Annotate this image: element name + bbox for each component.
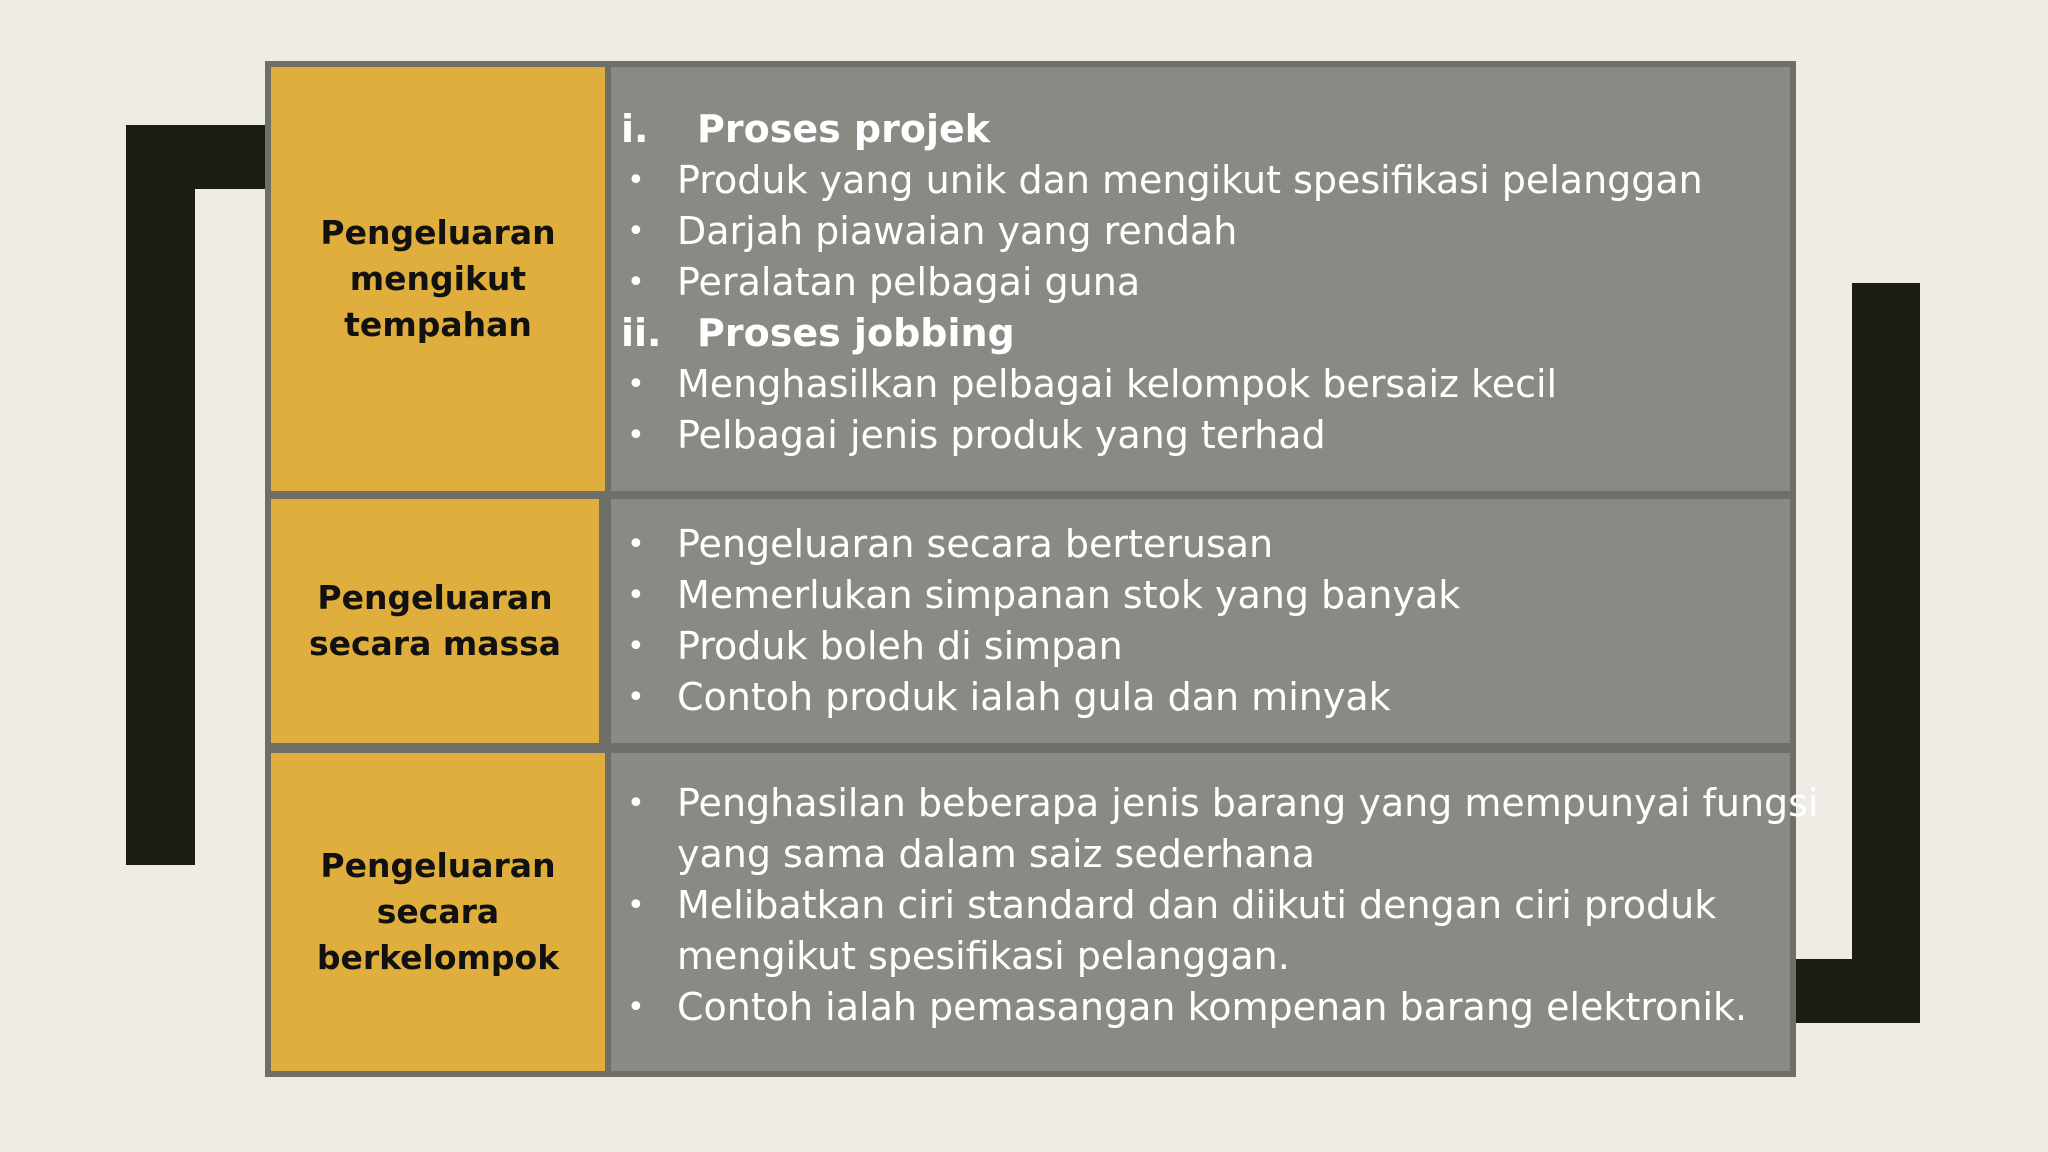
list-item [621,410,1790,461]
bullet-icon: • [627,366,645,402]
list-item-text: Memerlukan simpanan stok yang banyak [677,573,1461,617]
list-item-continuation [621,829,1790,880]
bullet-icon: • [627,527,645,562]
bullet-icon: • [627,162,645,198]
list-item-text: Contoh produk ialah gula dan minyak [677,675,1391,719]
section-numeral: i. [621,106,649,151]
list-item-text: Menghasilkan pelbagai kelompok bersaiz kecil [677,361,1558,406]
bullet-icon: • [627,680,645,715]
bullet-icon: • [627,213,645,249]
list-item-text: Pengeluaran secara berterusan [677,522,1274,566]
row-content-cell [611,753,1819,1071]
decorative-bracket-right [1852,283,1920,1023]
list-item [621,621,1790,672]
row-label-line: tempahan [344,305,532,344]
bullet-icon: • [627,629,645,664]
list-item-text: Peralatan pelbagai guna [677,259,1141,304]
list-item-text: yang sama dalam saiz sederhana [677,831,1315,876]
row-label-cell [271,67,605,491]
row-label-cell [271,499,599,743]
row-label-line: mengikut [349,259,527,298]
list-item [621,982,1790,1033]
decorative-bracket-left [126,125,195,865]
list-item [621,778,1819,829]
list-item [621,206,1790,257]
bullet-icon: • [627,785,645,821]
row-content-cell [611,67,1790,491]
bullet-icon: • [627,887,645,923]
row-label-line: berkelompok [316,938,560,977]
list-item-text: Penghasilan beberapa jenis barang yang mempunyai fungsi [677,780,1819,825]
bullet-icon: • [627,578,645,613]
list-item [621,880,1790,931]
row-label-line: secara massa [308,624,562,663]
list-item-text: Pelbagai jenis produk yang terhad [677,412,1326,457]
list-item [621,257,1790,308]
row-label-cell [271,753,605,1071]
bullet-icon: • [627,989,645,1025]
row-label-line: Pengeluaran [320,213,556,252]
decorative-bracket-left-top [126,125,271,189]
section-heading-text: Proses projek [697,106,991,151]
row-label-line: Pengeluaran [320,846,556,885]
bullet-icon: • [627,264,645,300]
section-numeral: ii. [621,310,662,355]
list-item [621,672,1790,723]
section-heading [621,308,1790,359]
row-label-line: Pengeluaran [317,578,553,617]
row-content-cell [611,499,1790,743]
decorative-bracket-right-bottom [1790,959,1920,1023]
list-item-text: Melibatkan ciri standard dan diikuti dengan ciri produk [677,882,1717,927]
list-item [621,359,1790,410]
list-item-text: Contoh ialah pemasangan kompenan barang elektronik. [677,984,1748,1029]
section-heading [621,104,1790,155]
row-label-line: secara [376,892,500,931]
list-item [621,519,1790,570]
list-item-text: Darjah piawaian yang rendah [677,208,1238,253]
list-item-text: Produk boleh di simpan [677,624,1123,668]
section-heading-text: Proses jobbing [697,310,1015,355]
list-item [621,155,1790,206]
production-types-table [265,61,1819,1077]
list-item-continuation [621,931,1790,982]
list-item-text: Produk yang unik dan mengikut spesifikasi pelanggan [677,157,1703,202]
list-item [621,570,1790,621]
bullet-icon: • [627,417,645,453]
list-item-text: mengikut spesifikasi pelanggan. [677,933,1290,978]
